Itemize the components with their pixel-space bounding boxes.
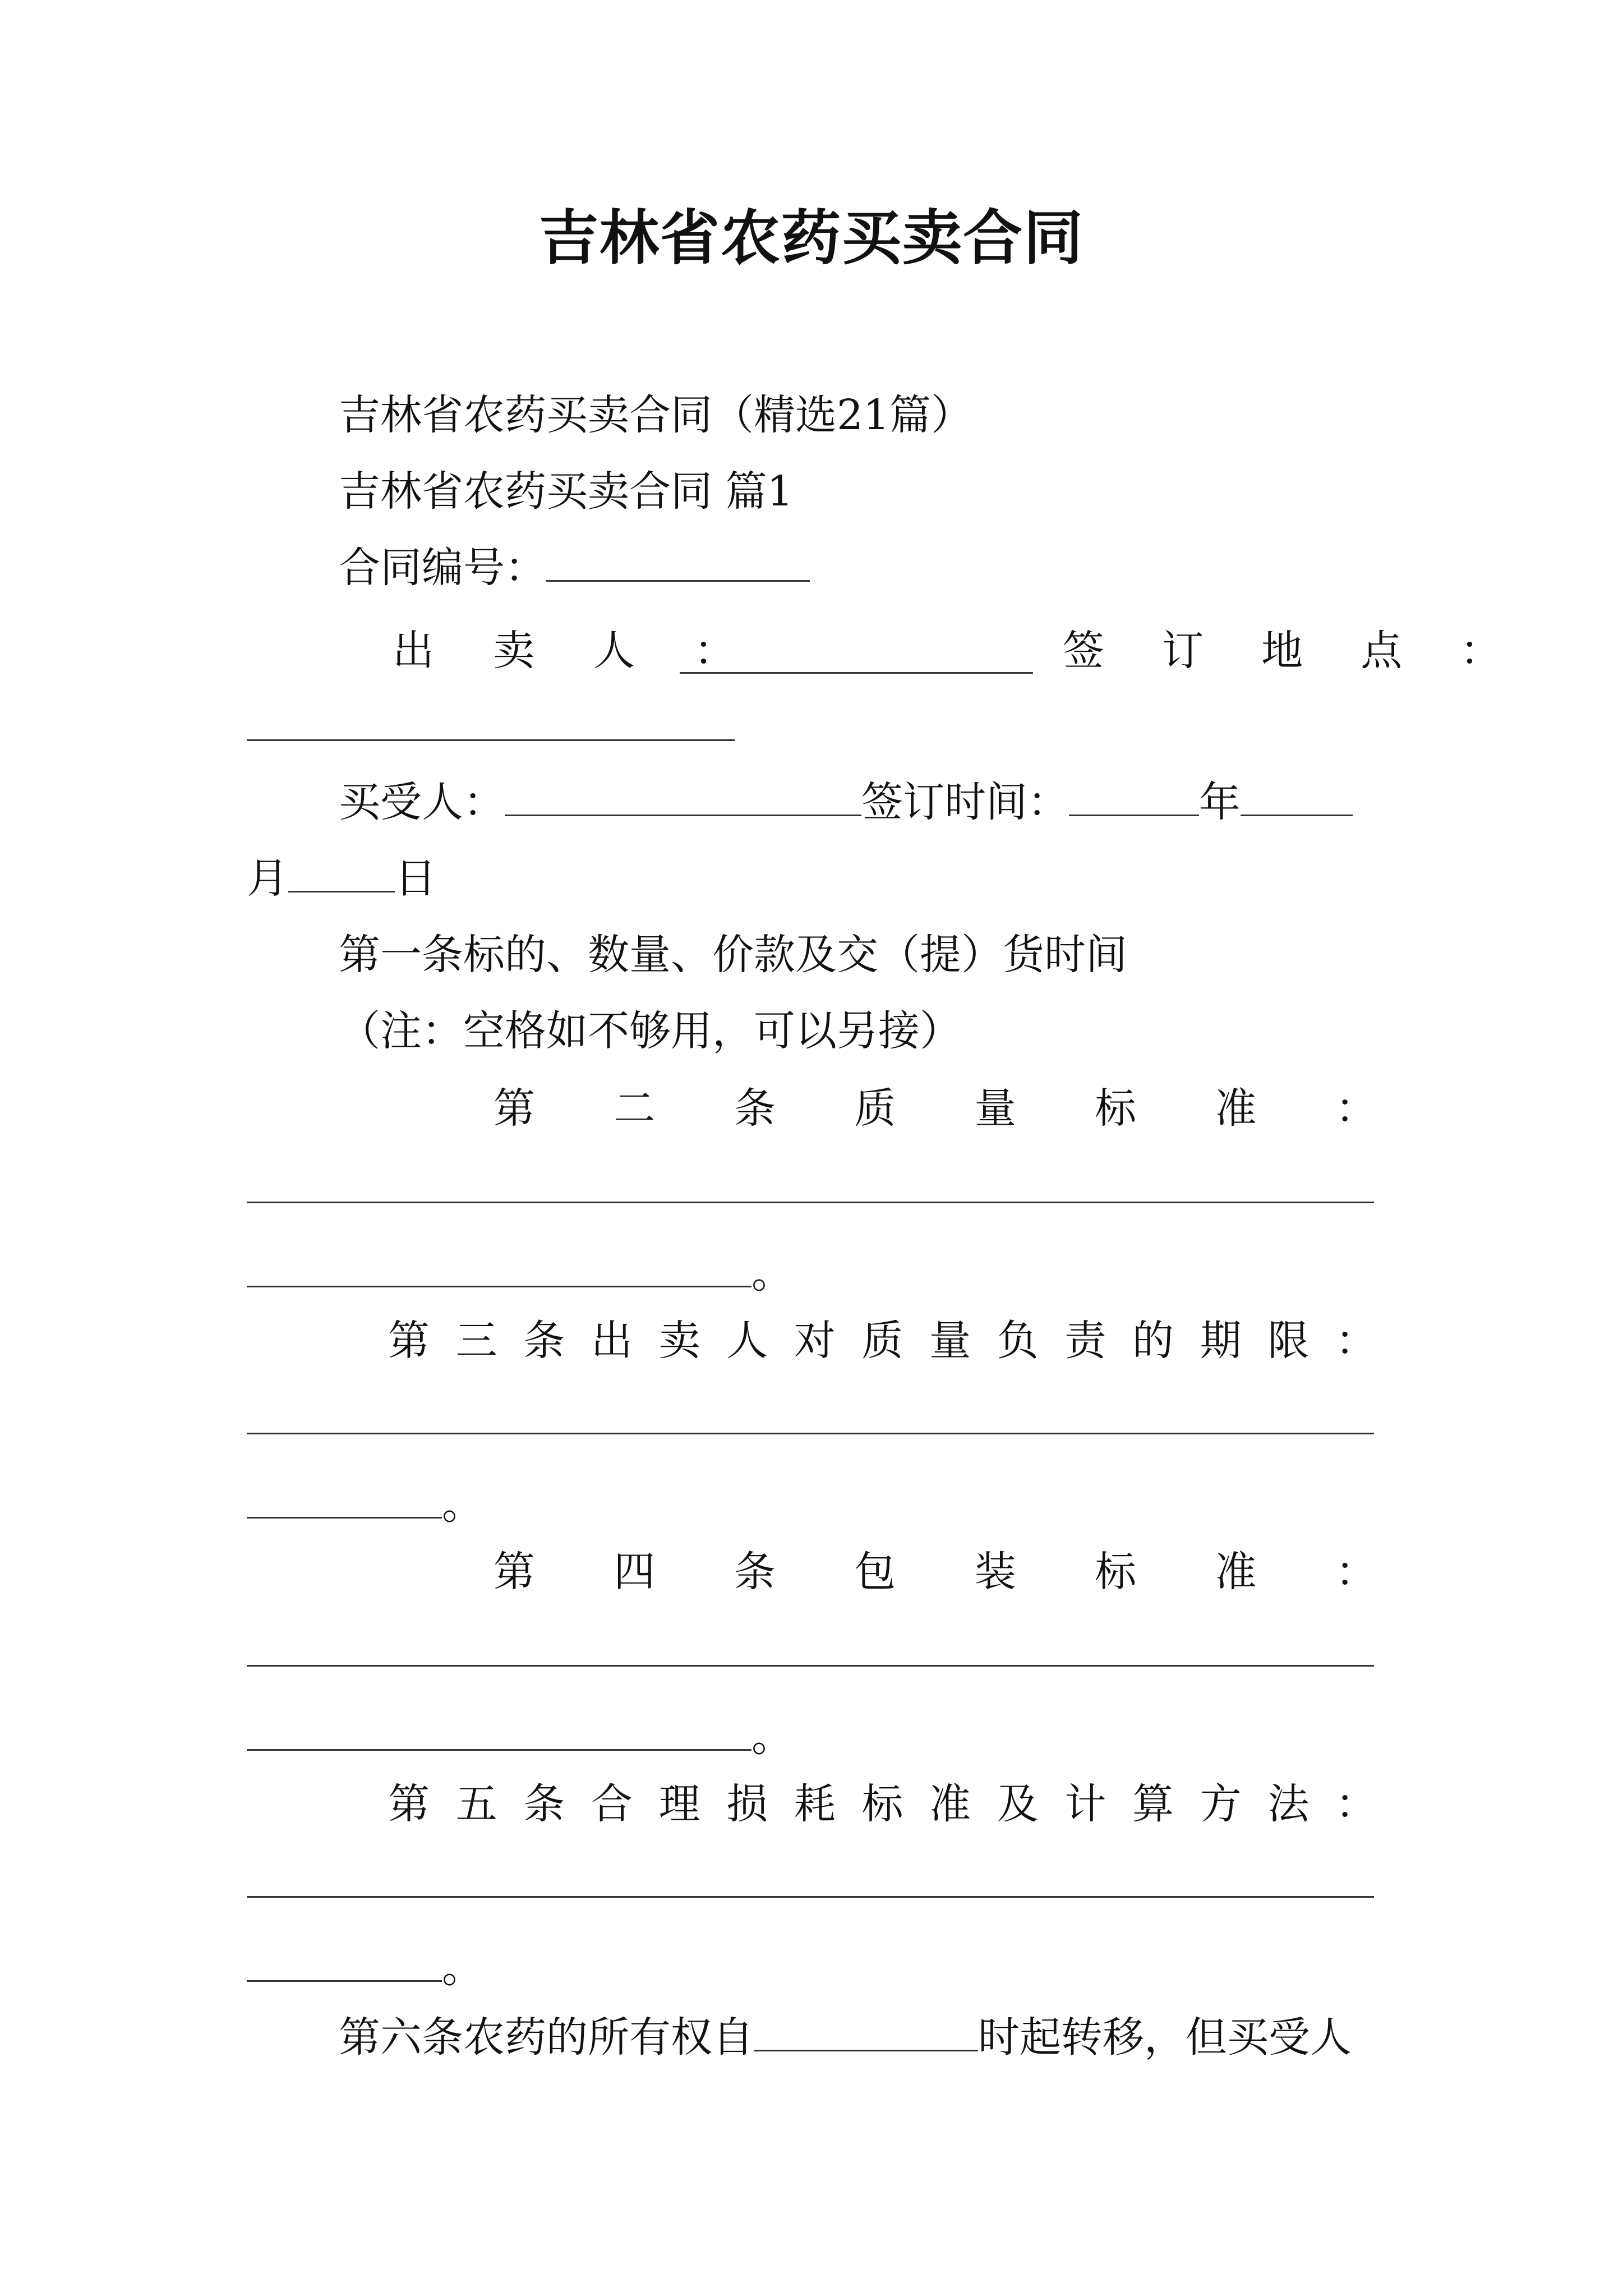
date-row	[247, 850, 436, 907]
note: （注：空格如不够用，可以另接）	[339, 1007, 961, 1055]
month-label: 月	[247, 854, 288, 903]
year-label: 年	[1199, 778, 1241, 826]
signing-place-char: 签	[1063, 627, 1104, 675]
signing-place-blank[interactable]	[247, 739, 735, 741]
article-3-char: 对	[794, 1317, 836, 1365]
document-title: 吉林省农药买卖合同	[539, 204, 1084, 273]
article-3-heading	[388, 1313, 1377, 1369]
article-4-char: 第	[494, 1548, 535, 1596]
buyer-blank[interactable]	[505, 781, 861, 816]
article-3-char: 量	[929, 1317, 971, 1365]
article-3-char: ：	[1335, 1317, 1377, 1365]
article-5-blank-line[interactable]	[247, 1896, 1374, 1898]
article-3-end	[247, 1476, 483, 1533]
article-5-char: 五	[455, 1780, 497, 1828]
contract-number-row	[339, 540, 810, 596]
article-5-char: 准	[929, 1780, 971, 1828]
article-3-char: 卖	[658, 1317, 700, 1365]
period: 。	[751, 1249, 793, 1297]
article-4-char: 条	[734, 1548, 776, 1596]
article-5-heading	[388, 1776, 1377, 1832]
article-2-blank[interactable]	[247, 1252, 751, 1287]
section-heading: 吉林省农药买卖合同 篇1	[339, 467, 794, 516]
signing-time-label: 签订时间：	[861, 778, 1069, 826]
article-3-char: 责	[1064, 1317, 1106, 1365]
seller-label-char: 卖	[493, 627, 535, 675]
article-6-blank[interactable]	[754, 2016, 978, 2051]
article-4-blank[interactable]	[247, 1715, 751, 1751]
article-2-char: 量	[974, 1084, 1016, 1133]
day-blank[interactable]	[288, 857, 395, 892]
article-4-char: 四	[614, 1548, 656, 1596]
article-5-char: 损	[726, 1780, 768, 1828]
article-6-prefix: 第六条农药的所有权自	[339, 2013, 754, 2062]
article-3-char: 条	[523, 1317, 565, 1365]
article-3-char: 质	[861, 1317, 903, 1365]
article-5-char: 条	[523, 1780, 565, 1828]
article-2-blank-line[interactable]	[247, 1202, 1374, 1203]
article-2-char: 第	[494, 1084, 535, 1133]
article-5-end	[247, 1940, 483, 1996]
article-2-char: 准	[1215, 1084, 1257, 1133]
article-5-char: 合	[591, 1780, 633, 1828]
article-5-char: 及	[997, 1780, 1039, 1828]
article-2-heading	[494, 1080, 1377, 1137]
article-5-char: 法	[1267, 1780, 1310, 1828]
article-4-heading	[494, 1544, 1377, 1600]
document-subtitle: 吉林省农药买卖合同（精选21篇）	[339, 391, 973, 439]
seller-label-char: ：	[694, 627, 736, 675]
article-2-char: 标	[1095, 1084, 1137, 1133]
signing-place-char: 地	[1261, 627, 1303, 675]
article-1: 第一条标的、数量、价款及交（提）货时间	[339, 931, 1127, 979]
article-3-char: 第	[388, 1317, 430, 1365]
article-5-char: 标	[861, 1780, 903, 1828]
article-4-char: 准	[1215, 1548, 1257, 1596]
article-3-blank[interactable]	[247, 1483, 442, 1519]
signing-place-char: 订	[1162, 627, 1204, 675]
seller-label-char: 出	[393, 627, 434, 675]
article-5-char: 理	[658, 1780, 700, 1828]
article-3-char: 限	[1267, 1317, 1310, 1365]
article-4-end	[247, 1709, 793, 1765]
article-5-char: ：	[1335, 1780, 1377, 1828]
article-3-char: 的	[1132, 1317, 1174, 1365]
contract-number-label: 合同编号：	[339, 544, 546, 592]
article-5-char: 耗	[794, 1780, 836, 1828]
article-2-char: 条	[734, 1084, 776, 1133]
article-4-char: 装	[974, 1548, 1016, 1596]
month-blank[interactable]	[1241, 781, 1353, 816]
seller-label-char: 人	[593, 627, 635, 675]
period: 。	[751, 1713, 793, 1761]
article-3-char: 期	[1200, 1317, 1242, 1365]
article-2-end	[247, 1245, 793, 1301]
period: 。	[442, 1480, 483, 1529]
article-3-char: 人	[726, 1317, 768, 1365]
article-6-suffix: 时起转移，但买受人	[978, 2013, 1352, 2062]
article-5-char: 方	[1200, 1780, 1242, 1828]
article-4-char: ：	[1335, 1548, 1377, 1596]
article-4-char: 包	[854, 1548, 896, 1596]
signing-place-char: 点	[1361, 627, 1403, 675]
article-2-char: 二	[614, 1084, 656, 1133]
article-3-char: 出	[591, 1317, 633, 1365]
day-label: 日	[395, 854, 436, 903]
article-2-char: ：	[1335, 1084, 1377, 1133]
article-3-char: 负	[997, 1317, 1039, 1365]
buyer-row	[339, 774, 1353, 830]
article-6	[339, 2009, 1352, 2065]
article-5-char: 计	[1064, 1780, 1106, 1828]
article-4-blank-line[interactable]	[247, 1665, 1374, 1667]
article-4-char: 标	[1095, 1548, 1137, 1596]
article-2-char: 质	[854, 1084, 896, 1133]
year-blank[interactable]	[1069, 781, 1199, 816]
article-5-char: 第	[388, 1780, 430, 1828]
signing-place-label	[1063, 623, 1501, 679]
article-3-blank-line[interactable]	[247, 1433, 1374, 1434]
seller-blank[interactable]	[680, 638, 1033, 674]
article-5-char: 算	[1132, 1780, 1174, 1828]
article-5-blank[interactable]	[247, 1947, 442, 1982]
article-3-char: 三	[455, 1317, 497, 1365]
period: 。	[442, 1944, 483, 1992]
buyer-label: 买受人：	[339, 778, 505, 826]
contract-number-blank[interactable]	[546, 546, 810, 582]
signing-place-char: ：	[1460, 627, 1502, 675]
